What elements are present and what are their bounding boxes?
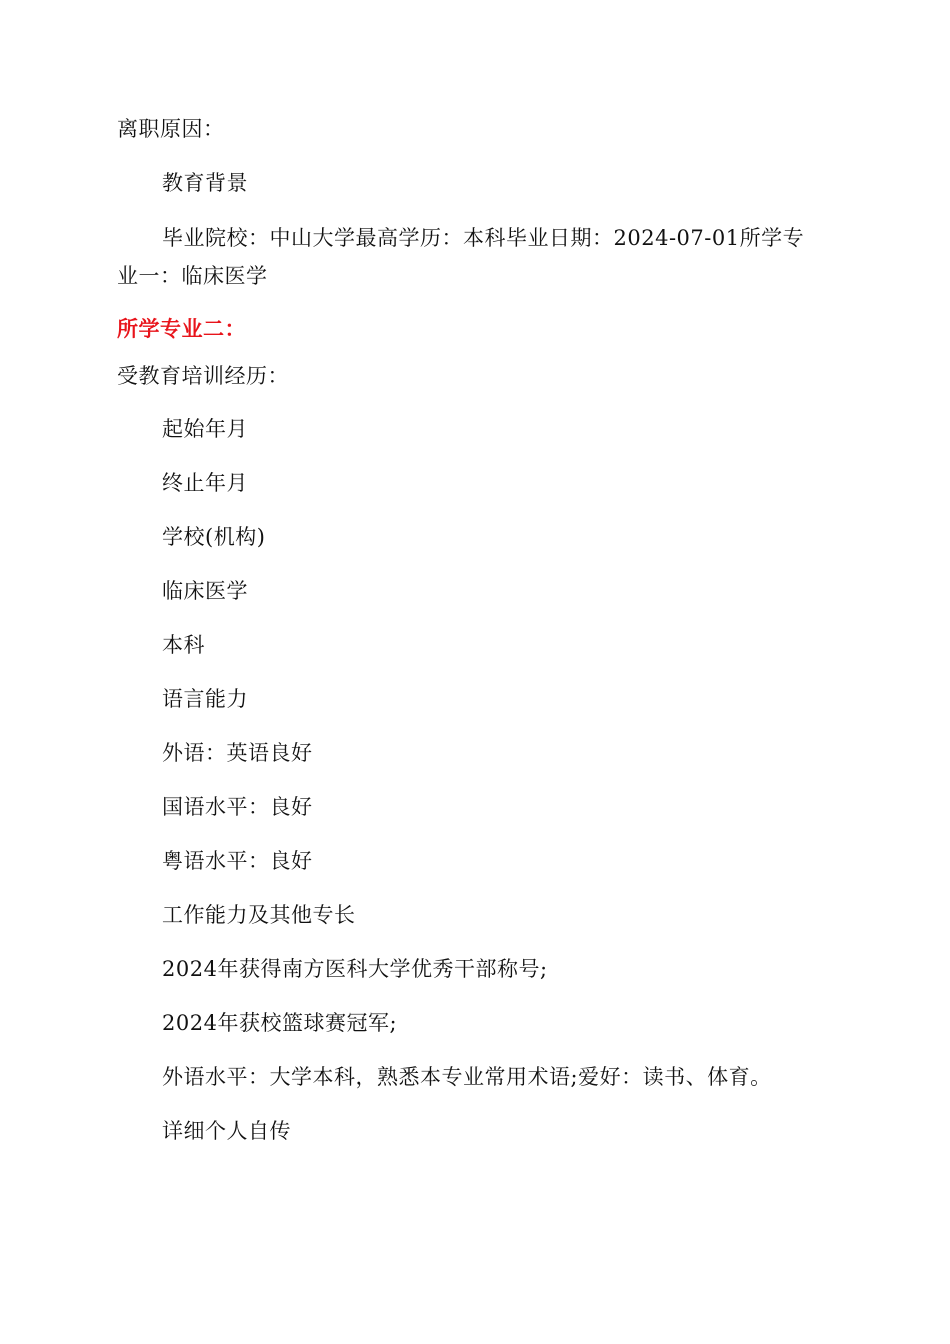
leave-reason-label: 离职原因： xyxy=(117,117,225,141)
list-item-degree: 本科 xyxy=(162,633,205,657)
list-item-award-cadre: 2024年获得南方医科大学优秀干部称号; xyxy=(162,957,548,981)
list-item-foreign-language: 外语：英语良好 xyxy=(162,741,313,765)
list-item-start-date: 起始年月 xyxy=(162,417,248,441)
list-item-award-basketball: 2024年获校篮球赛冠军; xyxy=(162,1011,398,1035)
education-heading: 教育背景 xyxy=(162,171,248,195)
language-ability-heading: 语言能力 xyxy=(162,687,248,711)
training-label: 受教育培训经历： xyxy=(117,364,289,388)
second-major-label: 所学专业二： xyxy=(117,317,246,341)
list-item-mandarin: 国语水平：良好 xyxy=(162,795,313,819)
skills-heading: 工作能力及其他专长 xyxy=(162,903,356,927)
list-item-major: 临床医学 xyxy=(162,579,248,603)
list-item-school: 学校(机构) xyxy=(162,525,266,549)
education-summary: 毕业院校：中山大学最高学历：本科毕业日期：2024-07-01所学专业一：临床医学 xyxy=(117,226,805,288)
autobiography-heading: 详细个人自传 xyxy=(162,1119,291,1143)
list-item-language-hobbies: 外语水平：大学本科，熟悉本专业常用术语;爱好：读书、体育。 xyxy=(162,1065,772,1089)
list-item-end-date: 终止年月 xyxy=(162,471,248,495)
list-item-cantonese: 粤语水平：良好 xyxy=(162,849,313,873)
